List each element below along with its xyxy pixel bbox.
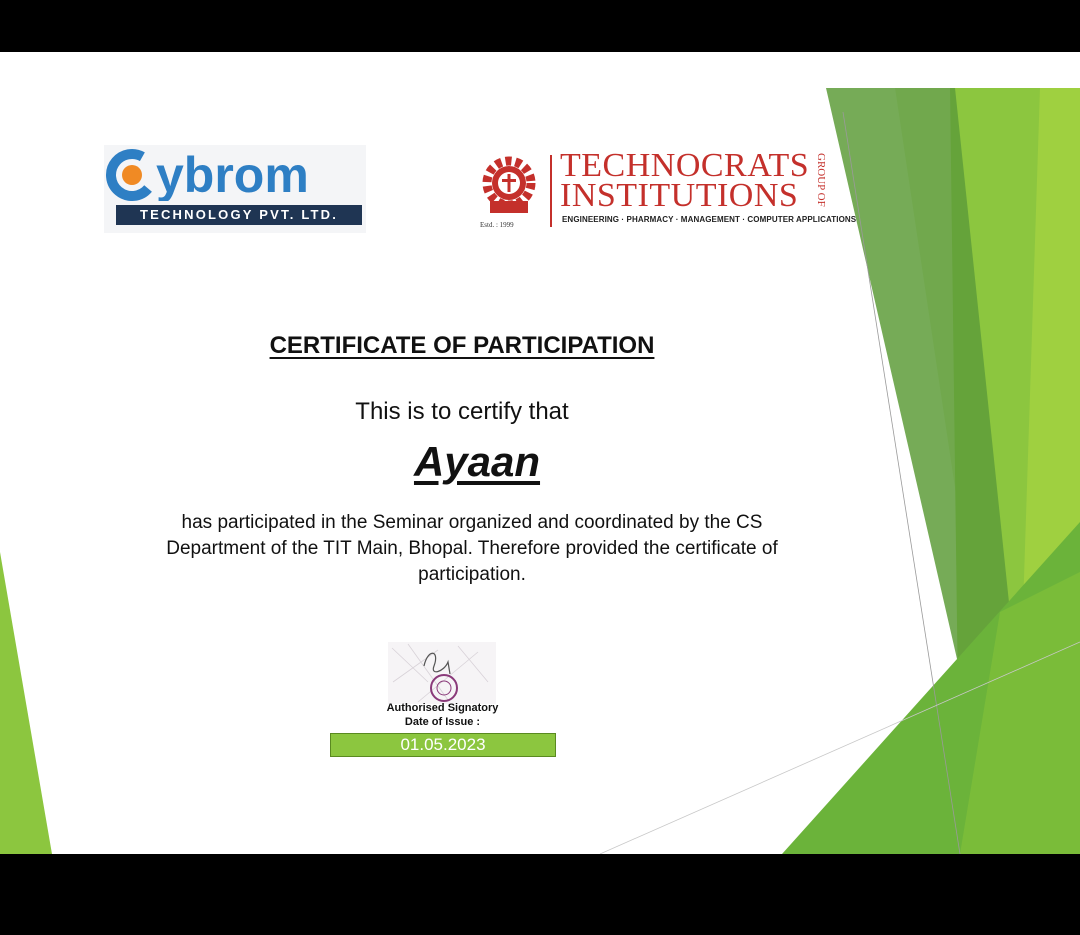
certificate-page <box>0 52 1080 854</box>
signature-label: Authorised Signatory <box>386 702 499 714</box>
date-label: Date of Issue : <box>404 716 481 728</box>
logo-divider <box>550 155 552 227</box>
cybrom-logo <box>104 145 366 233</box>
issue-date: 01.05.2023 <box>330 733 556 757</box>
technocrats-tagline: ENGINEERING · PHARMACY · MANAGEMENT · COMPUTER APPLICATIONS <box>562 215 857 224</box>
certify-line: This is to certify that <box>355 398 569 425</box>
certificate-description: has participated in the Seminar organized and coordinated by the CS Department of the TIT Main, Bhopal. Therefore provided the certificate of participation. <box>166 512 778 585</box>
group-of-label: GROUP OF <box>815 153 827 207</box>
technocrats-name: TECHNOCRATS <box>560 147 810 184</box>
cybrom-wordmark <box>104 147 366 201</box>
certificate-title: CERTIFICATE OF PARTICIPATION <box>269 332 655 359</box>
technocrats-logo <box>478 147 857 234</box>
institutions-name: INSTITUTIONS <box>560 177 799 214</box>
recipient-name: Ayaan <box>413 438 541 485</box>
svg-text:ybrom: ybrom <box>156 147 309 201</box>
green-wedge-left <box>0 552 52 854</box>
signature-stamp <box>388 642 496 704</box>
gear-emblem-icon <box>478 149 540 231</box>
cybrom-tagline: TECHNOLOGY PVT. LTD. <box>116 205 362 225</box>
estd-label: Estd. : 1999 <box>480 221 514 229</box>
